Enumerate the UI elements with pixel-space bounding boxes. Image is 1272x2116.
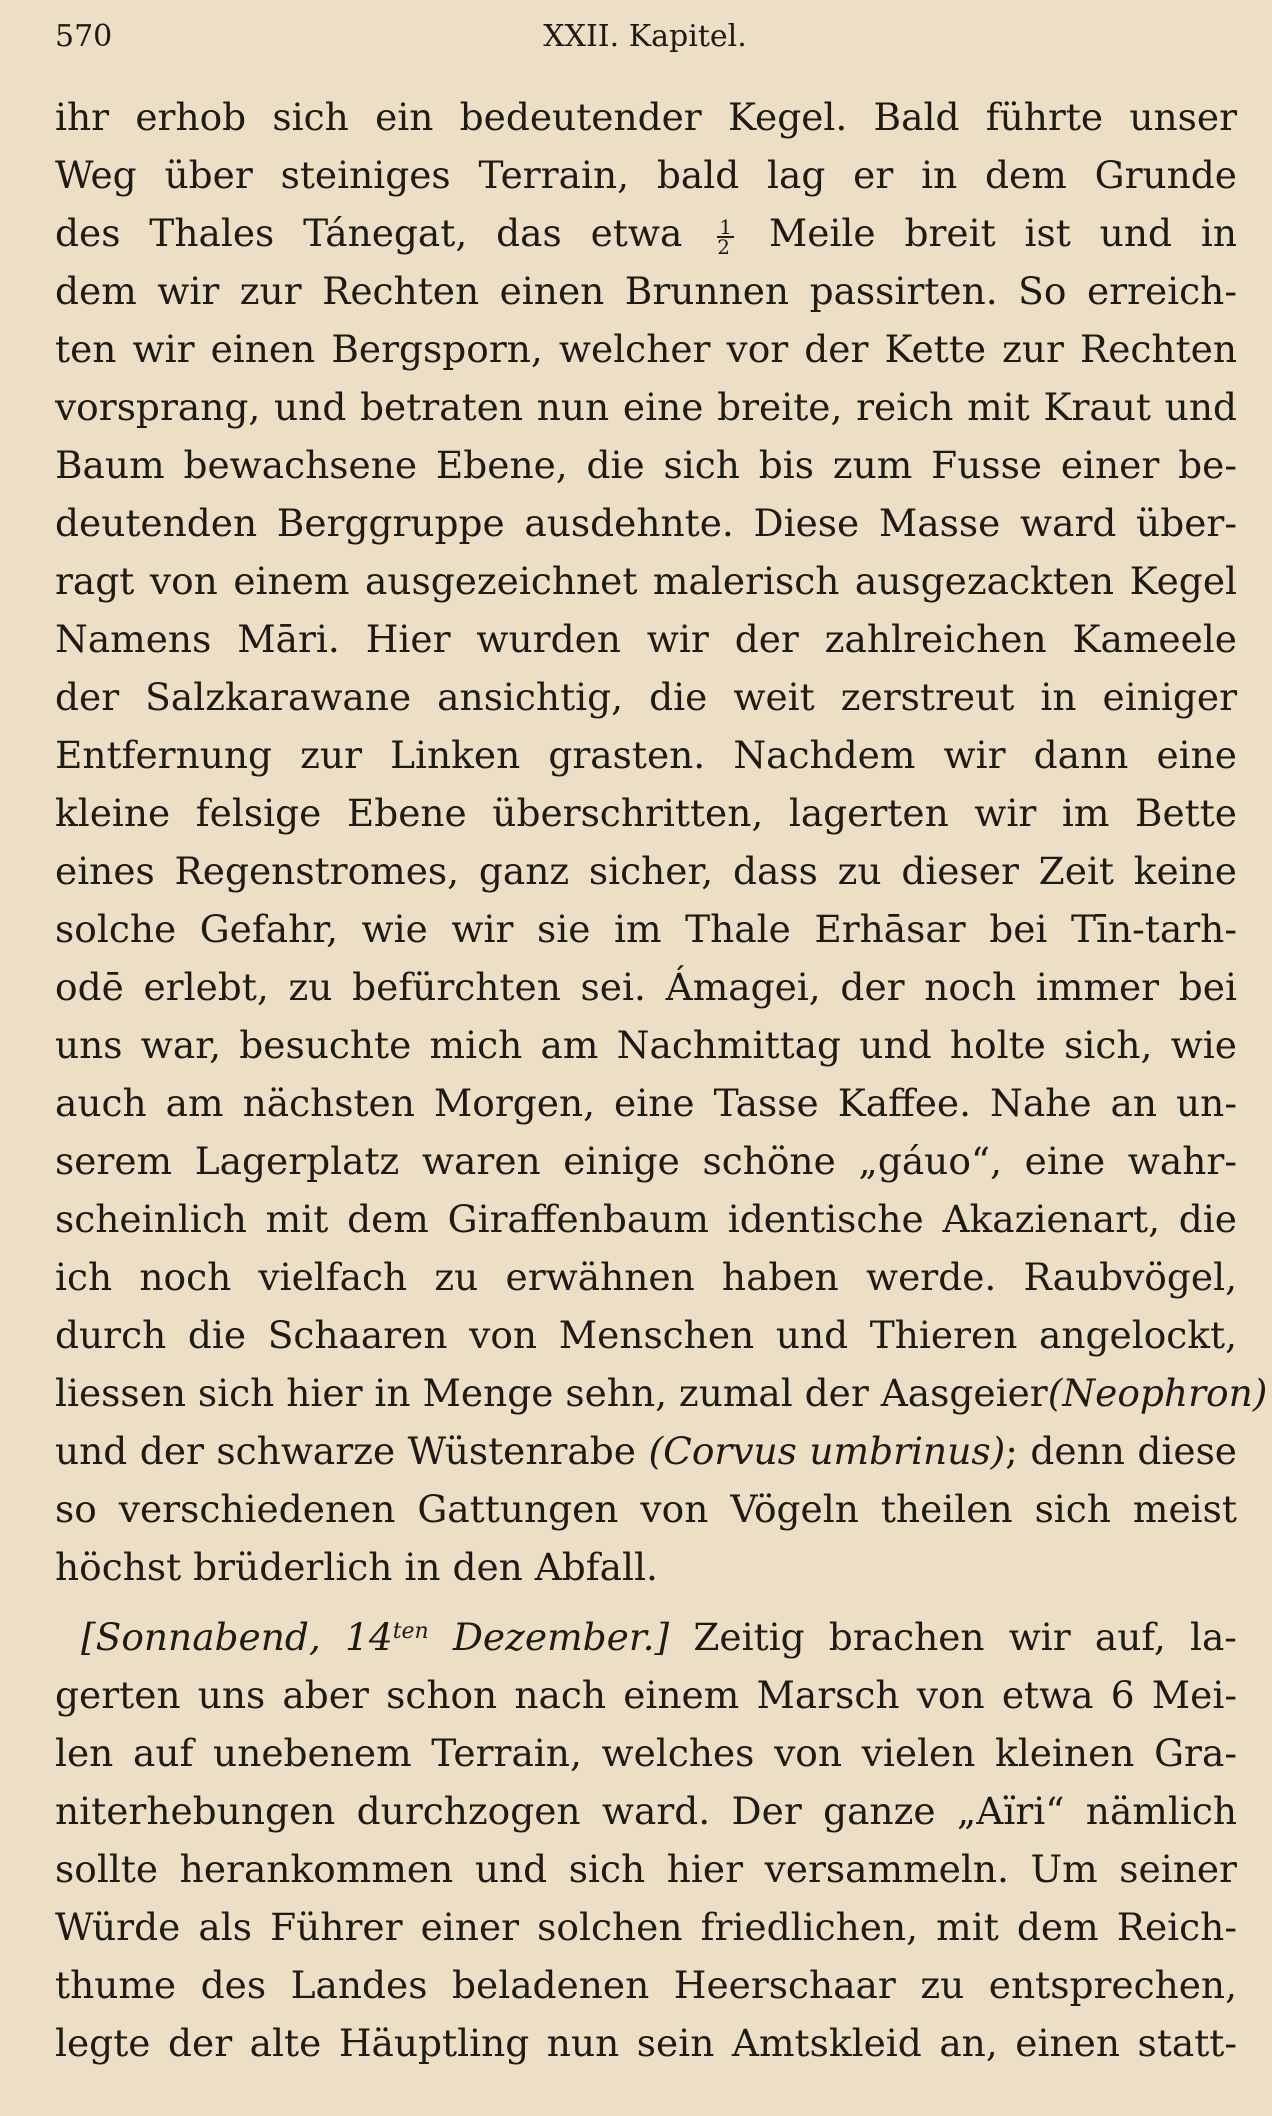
- text-line: len auf unebenem Terrain, welches von vielen kleinen Gra-: [55, 1731, 1237, 1775]
- text-line: gerten uns aber schon nach einem Marsch von etwa 6 Mei-: [55, 1673, 1237, 1717]
- page-number: 570: [55, 19, 113, 54]
- text-line: so verschiedenen Gattungen von Vögeln theilen sich meist: [55, 1487, 1237, 1531]
- fraction-numerator: 1: [719, 214, 732, 239]
- fraction-one-half: [717, 214, 734, 259]
- date-text: [Sonnabend, 14: [81, 1615, 393, 1659]
- text-line: ten wir einen Bergsporn, welcher vor der Kette zur Rechten: [55, 327, 1237, 371]
- text-line: höchst brüderlich in den Abfall.: [55, 1545, 658, 1589]
- paragraph-1: [55, 88, 1268, 1596]
- text-line: niterhebungen durchzogen ward. Der ganze „Aïri“ nämlich: [55, 1789, 1237, 1833]
- text-line: vorsprang, und betraten nun eine breite, reich mit Kraut und: [55, 385, 1237, 429]
- page-header: [55, 12, 1235, 62]
- text-line: Baum bewachsene Ebene, die sich bis zum Fusse einer be-: [55, 443, 1237, 487]
- text-segment: des Thales Tánegat, das etwa: [55, 211, 683, 255]
- text-line: [55, 1422, 1237, 1480]
- text-line: eines Regenstromes, ganz sicher, dass zu dieser Zeit keine: [55, 849, 1237, 893]
- text-segment: Zeitig brachen wir auf, la-: [693, 1615, 1237, 1659]
- italic-species-name: (Corvus umbrinus): [648, 1429, 1006, 1473]
- text-line: [55, 1608, 1237, 1666]
- text-line: ihr erhob sich ein bedeutender Kegel. Bald führte unser: [55, 95, 1237, 139]
- text-line: Weg über steiniges Terrain, bald lag er in dem Grunde: [55, 153, 1237, 197]
- date-heading: [81, 1615, 669, 1659]
- text-line: scheinlich mit dem Giraffenbaum identische Akazienart, die: [55, 1197, 1237, 1241]
- text-line: Entfernung zur Linken grasten. Nachdem wir dann eine: [55, 733, 1237, 777]
- text-segment: ; denn diese: [1005, 1429, 1238, 1473]
- text-line: ragt von einem ausgezeichnet malerisch ausgezackten Kegel: [55, 559, 1237, 603]
- running-head: XXII. Kapitel.: [543, 19, 747, 54]
- text-line: serem Lagerplatz waren einige schöne „gáuo“, eine wahr-: [55, 1139, 1237, 1183]
- paragraph-2: [55, 1608, 1237, 2072]
- text-line: der Salzkarawane ansichtig, die weit zerstreut in einiger: [55, 675, 1237, 719]
- text-line: Namens Māri. Hier wurden wir der zahlreichen Kameele: [55, 617, 1237, 661]
- text-segment: liessen sich hier in Menge sehn, zumal der Aasgeier: [55, 1371, 1048, 1415]
- italic-species-name: (Neophron): [1047, 1371, 1268, 1415]
- text-line: durch die Schaaren von Menschen und Thieren angelockt,: [55, 1313, 1237, 1357]
- text-segment: Meile breit ist und in: [768, 211, 1238, 255]
- text-line: deutenden Berggruppe ausdehnte. Diese Masse ward über-: [55, 501, 1237, 545]
- text-line: Würde als Führer einer solchen friedlichen, mit dem Reich-: [55, 1905, 1237, 1949]
- text-line: uns war, besuchte mich am Nachmittag und holte sich, wie: [55, 1023, 1237, 1067]
- date-text: Dezember.]: [428, 1615, 670, 1659]
- text-line: thume des Landes beladenen Heerschaar zu entsprechen,: [55, 1963, 1237, 2007]
- fraction-denominator: 2: [717, 234, 730, 259]
- text-line: [55, 204, 1237, 262]
- text-line: legte der alte Häuptling nun sein Amtskleid an, einen statt-: [55, 2021, 1237, 2065]
- text-segment: und der schwarze Wüstenrabe: [55, 1429, 636, 1473]
- text-line: dem wir zur Rechten einen Brunnen passirten. So erreich-: [55, 269, 1237, 313]
- text-line: odē erlebt, zu befürchten sei. Ámagei, der noch immer bei: [55, 965, 1237, 1009]
- text-line: solche Gefahr, wie wir sie im Thale Erhāsar bei Tīn-tarh-: [55, 907, 1237, 951]
- text-line: kleine felsige Ebene überschritten, lagerten wir im Bette: [55, 791, 1237, 835]
- text-line: auch am nächsten Morgen, eine Tasse Kaffee. Nahe an un-: [55, 1081, 1237, 1125]
- text-line: sollte herankommen und sich hier versammeln. Um seiner: [55, 1847, 1237, 1891]
- text-line: ich noch vielfach zu erwähnen haben werde. Raubvögel,: [55, 1255, 1237, 1299]
- text-line: [55, 1364, 1268, 1422]
- body-text: [55, 88, 1268, 2072]
- date-superscript: ten: [392, 1619, 429, 1644]
